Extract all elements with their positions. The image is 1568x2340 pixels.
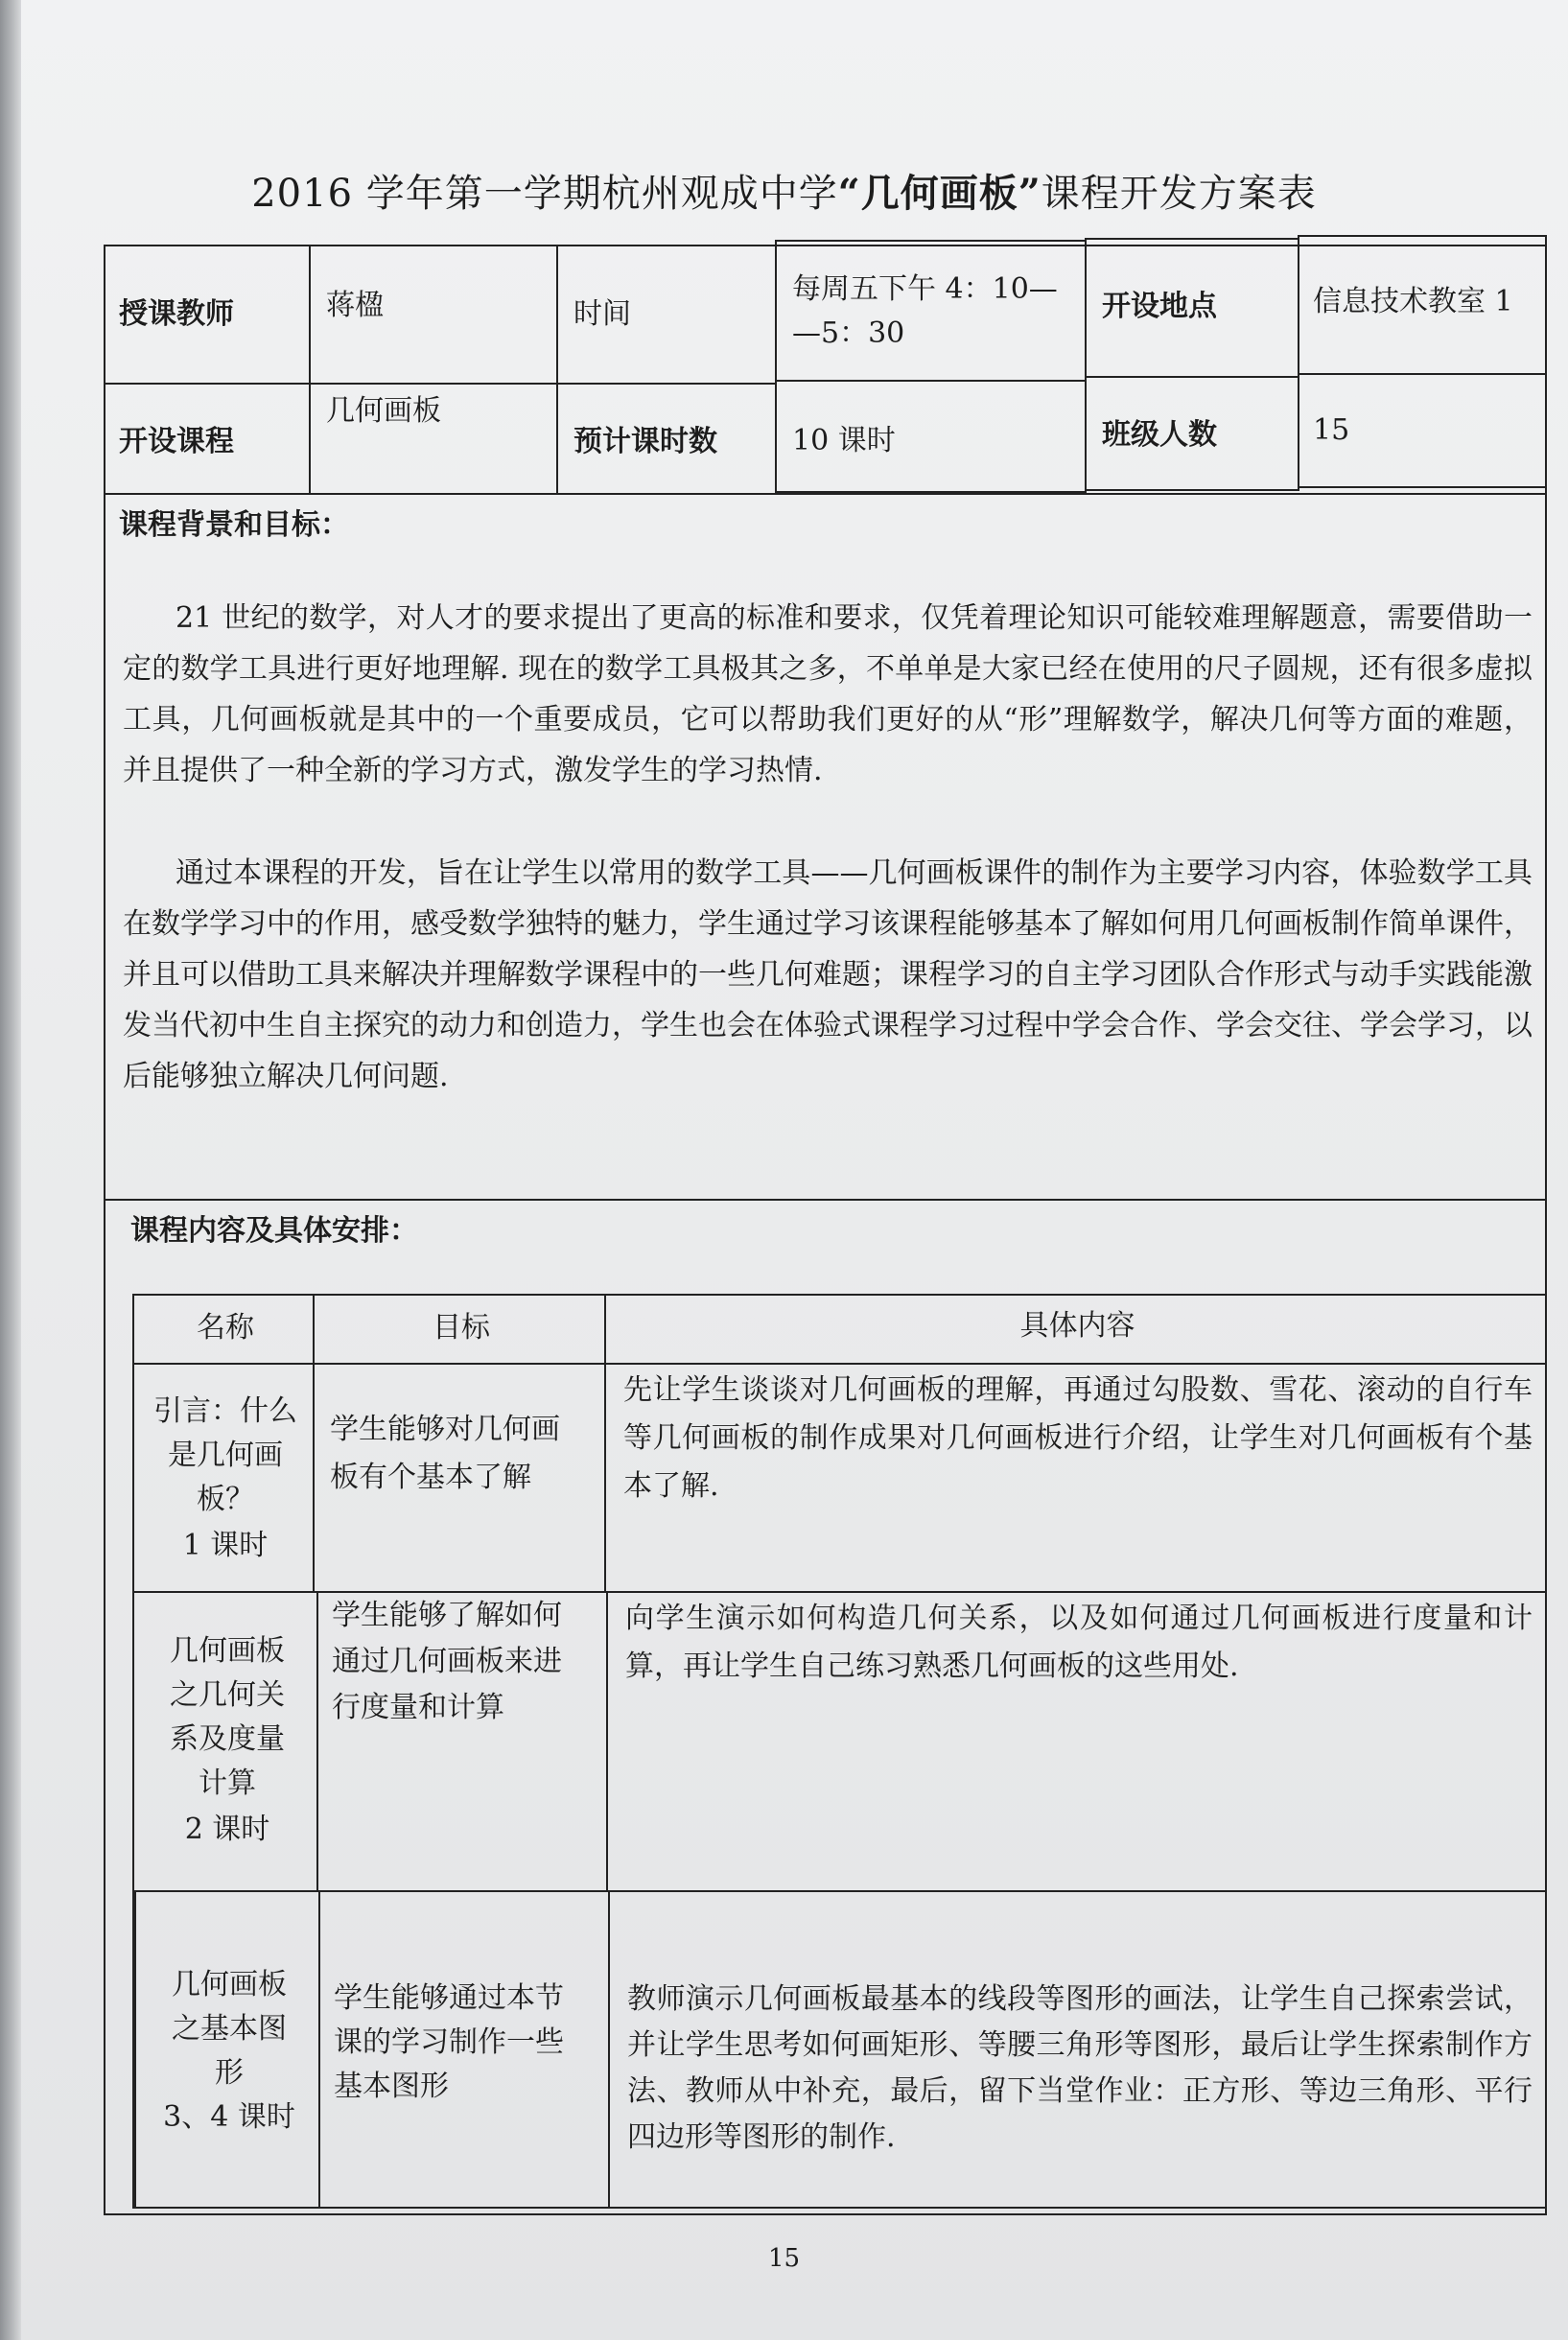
table-row-1-name: 引言：什么 是几何画 板？ 1 课时 [132, 1363, 315, 1593]
table-row-3-goal: 学生能够通过本节 课的学习制作一些 基本图形 [318, 1890, 610, 2209]
table-row-3-content: 教师演示几何画板最基本的线段等图形的画法，让学生自己探索尝试，并让学生思考如何画矩形、等腰三角形等图形，最后让学生探索制作方法、教师从中补充，最后，留下当堂作业：正方形、等边三角形、平行四边形等图形的制作. [608, 1890, 1547, 2209]
table-row-2-name: 几何画板 之几何关 系及度量 计算 2 课时 [132, 1591, 318, 1892]
time-value-cell: 每周五下午 4：10— —5：30 [775, 240, 1087, 382]
schedule-header-goal: 目标 [313, 1294, 606, 1365]
background-paragraph-2: 通过本课程的开发，旨在让学生以常用的数学工具——几何画板课件的制作为主要学习内容，体验数学工具在数学学习中的作用，感受数学独特的魅力，学生通过学习该课程能够基本了解如何用几何画板制作简单课件，并且可以借助工具来解决并理解数学课程中的一些几何难题；课程学习的自主学习团队合作形式与动手实践能激发当代初中生自主探究的动力和创造力，学生也会在体验式课程学习过程中学会合作、学会交往、学会学习，以后能够独立解决几何问题. [123, 856, 1533, 1093]
course-label-cell: 开设课程 [104, 383, 311, 495]
hours-value-cell: 10 课时 [775, 380, 1087, 493]
time-label-cell: 时间 [556, 245, 777, 385]
table-row-2-content: 向学生演示如何构造几何关系，以及如何通过几何画板进行度量和计算，再让学生自己练习熟悉几何画板的这些用处. [606, 1591, 1547, 1892]
schedule-header-name: 名称 [132, 1294, 315, 1365]
course-value-cell: 几何画板 [309, 383, 558, 495]
table-row-1-goal: 学生能够对几何画 板有个基本了解 [313, 1363, 606, 1593]
place-label-cell: 开设地点 [1085, 238, 1299, 378]
hours-label-cell: 预计课时数 [556, 383, 777, 495]
class-size-label-cell: 班级人数 [1085, 376, 1299, 491]
place-value-cell: 信息技术教室 1 [1298, 235, 1547, 375]
teacher-value-cell: 蒋楹 [309, 245, 558, 385]
page-title: 2016 学年第一学期杭州观成中学“几何画板”课程开发方案表 [251, 171, 1317, 216]
background-paragraph-1: 21 世纪的数学，对人才的要求提出了更高的标准和要求，仅凭着理论知识可能较难理解题意，需要借助一定的数学工具进行更好地理解. 现在的数学工具极其之多，不单单是大家已经在使用的尺子圆规，还有很多虚拟工具，几何画板就是其中的一个重要成员，它可以帮助我们更好的从“形”理解数学，解决几何等方面的难题，并且提供了一种全新的学习方式，激发学生的学习热情. [123, 601, 1533, 787]
teacher-label-cell: 授课教师 [104, 245, 311, 385]
page-number: 15 [767, 2244, 801, 2273]
schedule-header-content: 具体内容 [604, 1294, 1547, 1365]
table-row-2-goal: 学生能够了解如何 通过几何画板来进 行度量和计算 [316, 1591, 608, 1892]
table-row-3-name: 几何画板 之基本图 形 3、4 课时 [134, 1890, 320, 2209]
book-spine [0, 0, 21, 2340]
class-size-value-cell: 15 [1298, 373, 1547, 488]
background-section: 课程背景和目标： [104, 493, 1547, 1201]
table-row-1-content: 先让学生谈谈对几何画板的理解，再通过勾股数、雪花、滚动的自行车等几何画板的制作成果对几何画板进行介绍，让学生对几何画板有个基本了解. [604, 1363, 1547, 1593]
schedule-heading: 课程内容及具体安排： [130, 1214, 418, 1248]
